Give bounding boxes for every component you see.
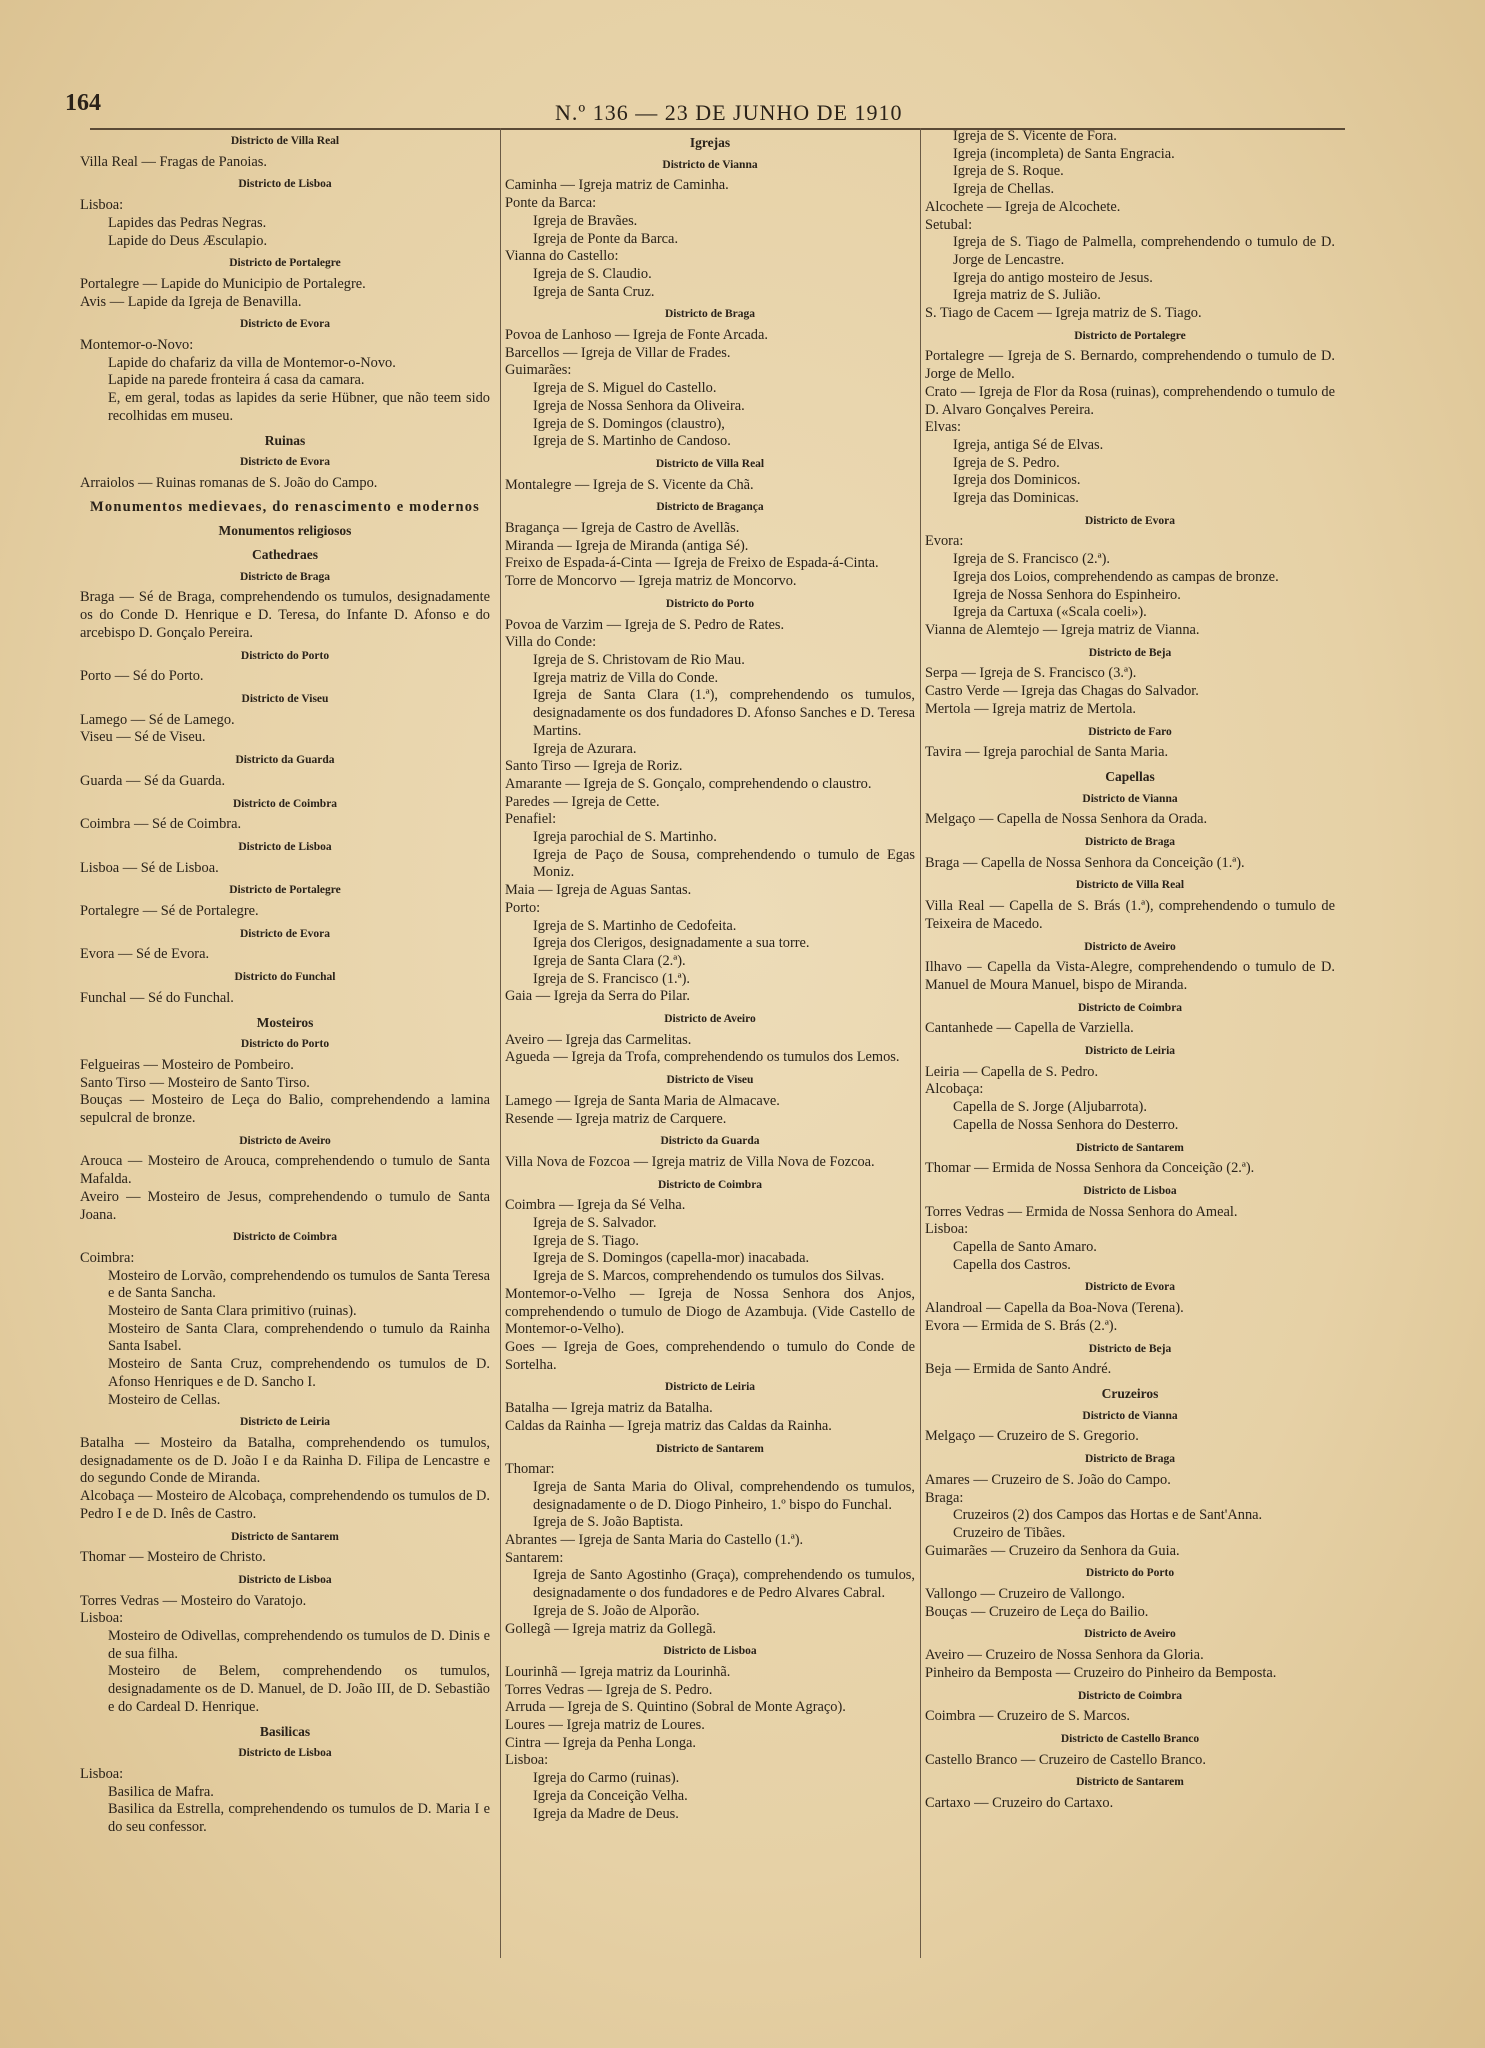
district-heading: Districto de Villa Real — [230, 135, 340, 147]
list-item-sub: Lapide do Deus Æsculapio. — [108, 232, 268, 249]
list-item-sub: Mosteiro de Cellas. — [108, 1391, 221, 1408]
list-item: Crato — Igreja de Flor da Rosa (ruinas), comprehendendo o tumulo de D. Alvaro Gonçalves Pereira. — [925, 383, 1335, 418]
district-heading: Districto de Coimbra — [232, 1231, 338, 1244]
list-item: Braga: — [925, 1489, 964, 1506]
district-heading: Districto de Braga — [1084, 836, 1176, 849]
list-item: Guimarães: — [505, 362, 572, 379]
list-item: Aveiro — Igreja das Carmelitas. — [505, 1031, 692, 1048]
list-item: Vianna do Castello: — [505, 248, 619, 265]
column-2 — [505, 128, 915, 1968]
list-item-sub: Igreja de S. Domingos (capella-mor) inacabada. — [533, 1250, 810, 1267]
district-heading: Districto de Evora — [239, 318, 331, 331]
list-item: Coimbra — Sé de Coimbra. — [80, 816, 242, 833]
list-item: Lisboa: — [80, 1610, 124, 1627]
list-item-sub: Igreja de Santa Clara (2.ª). — [533, 952, 686, 969]
district-heading: Districto de Aveiro — [1084, 1628, 1176, 1641]
list-item-sub: Lapide do chafariz da villa de Montemor-o-Novo. — [108, 354, 396, 371]
district-heading: Districto de Viseu — [241, 692, 329, 705]
district-heading: Districto de Evora — [1084, 1281, 1176, 1294]
list-item-sub: Igreja de Ponte da Barca. — [533, 230, 679, 247]
list-item: Povoa de Varzim — Igreja de S. Pedro de Rates. — [505, 616, 785, 633]
list-item: Arouca — Mosteiro de Arouca, comprehendendo o tumulo de Santa Mafalda. — [80, 1153, 490, 1188]
section-heading: Basilicas — [259, 1723, 311, 1739]
district-heading: Districto da Guarda — [660, 1135, 760, 1148]
list-item: Portalegre — Igreja de S. Bernardo, comprehendendo o tumulo de D. Jorge de Mello. — [925, 348, 1335, 383]
list-item: Lisboa — Sé de Lisboa. — [80, 859, 219, 876]
list-item: Povoa de Lanhoso — Igreja de Fonte Arcada. — [505, 327, 768, 344]
list-item-sub: Igreja de Nossa Senhora do Espinheiro. — [953, 586, 1181, 603]
list-item: Freixo de Espada-á-Cinta — Igreja de Freixo de Espada-á-Cinta. — [505, 555, 879, 572]
list-item-sub: Basilica da Estrella, comprehendendo os tumulos de D. Maria I e do seu confessor. — [108, 1801, 490, 1836]
list-item: Villa Nova de Fozcoa — Igreja matriz de Villa Nova de Fozcoa. — [505, 1153, 875, 1170]
list-item: Aveiro — Mosteiro de Jesus, comprehendendo o tumulo de Santa Joana. — [80, 1188, 490, 1223]
list-item: Avis — Lapide da Igreja de Benavilla. — [80, 293, 302, 310]
list-item: Lisboa: — [925, 1221, 969, 1238]
section-heading: Ruinas — [264, 432, 306, 448]
list-item: Montalegre — Igreja de S. Vicente da Chã. — [505, 476, 754, 493]
list-item: Tavira — Igreja parochial de Santa Maria. — [925, 744, 1169, 761]
list-item: Lisboa: — [80, 197, 124, 214]
section-heading: Monumentos religiosos — [218, 523, 352, 539]
list-item: Evora — Ermida de S. Brás (2.ª). — [925, 1317, 1118, 1334]
district-heading: Districto do Porto — [665, 597, 755, 610]
column-3 — [925, 128, 1335, 1968]
district-heading: Districto de Evora — [239, 456, 331, 469]
district-heading: Districto de Aveiro — [1084, 940, 1176, 953]
list-item: Lamego — Sé de Lamego. — [80, 711, 235, 728]
list-item: Thomar — Mosteiro de Christo. — [80, 1549, 266, 1566]
list-item-sub: Lapides das Pedras Negras. — [108, 214, 267, 231]
district-heading: Districto de Braga — [239, 570, 331, 583]
list-item-sub: Igreja de Paço de Sousa, comprehendendo o tumulo de Egas Moniz. — [533, 846, 915, 881]
list-item: Castello Branco — Cruzeiro de Castello Branco. — [925, 1751, 1206, 1768]
section-heading: Igrejas — [689, 135, 731, 150]
list-item: Coimbra: — [80, 1249, 135, 1266]
list-item: Montemor-o-Novo: — [80, 337, 194, 354]
list-item: Lisboa: — [80, 1765, 124, 1782]
list-item: Aveiro — Cruzeiro de Nossa Senhora da Gloria. — [925, 1647, 1204, 1664]
list-item: Bragança — Igreja de Castro de Avellãs. — [505, 520, 740, 537]
list-item-sub: Igreja do antigo mosteiro de Jesus. — [953, 269, 1153, 286]
district-heading: Districto de Santarem — [231, 1530, 339, 1543]
list-item: Guimarães — Cruzeiro da Senhora da Guia. — [925, 1542, 1180, 1559]
list-item: Villa Real — Fragas de Panoias. — [80, 153, 267, 170]
district-heading: Districto de Viseu — [666, 1074, 754, 1087]
page-number: 164 — [65, 90, 101, 116]
list-item: Santarem: — [505, 1549, 564, 1566]
district-heading: Districto de Portalegre — [1074, 329, 1186, 342]
list-item: Braga — Capella de Nossa Senhora da Conceição (1.ª). — [925, 854, 1245, 871]
list-item: Barcellos — Igreja de Villar de Frades. — [505, 344, 731, 361]
list-item: Viseu — Sé de Viseu. — [80, 729, 206, 746]
list-item-sub: Igreja da Cartuxa («Scala coeli»). — [953, 604, 1147, 621]
list-item: Loures — Igreja matriz de Loures. — [505, 1717, 705, 1734]
district-heading: Districto do Porto — [240, 649, 330, 662]
list-item-sub: Igreja de S. Tiago de Palmella, comprehendendo o tumulo de D. Jorge de Lencastre. — [953, 234, 1335, 268]
district-heading: Districto de Santarem — [1076, 1141, 1184, 1154]
list-item: Amarante — Igreja de S. Gonçalo, comprehendendo o claustro. — [505, 775, 872, 792]
list-item: Bouças — Cruzeiro de Leça do Bailio. — [925, 1603, 1149, 1620]
list-item: Batalha — Mosteiro da Batalha, comprehendendo os tumulos, designadamente os de D. João I e da Rainha D. Filipa de Lencastre e do segundo Conde de Miranda. — [80, 1435, 490, 1487]
list-item-sub: Igreja parochial de S. Martinho. — [533, 829, 717, 846]
issue-title: N.º 136 — 23 DE JUNHO DE 1910 — [555, 100, 903, 125]
list-item-sub: Igreja de S. João Baptista. — [533, 1514, 684, 1531]
list-item-sub: Igreja de S. Vicente de Fora. — [953, 128, 1117, 144]
district-heading: Districto de Aveiro — [239, 1134, 331, 1147]
district-heading: Districto do Porto — [240, 1038, 330, 1051]
district-heading: Districto de Faro — [1088, 725, 1172, 738]
list-item: Penafiel: — [505, 811, 557, 828]
list-item-sub: Igreja de S. Francisco (2.ª). — [953, 551, 1111, 568]
district-heading: Districto de Castello Branco — [1060, 1732, 1200, 1745]
list-item-sub: Igreja de S. Marcos, comprehendendo os tumulos dos Silvas. — [533, 1268, 885, 1285]
district-heading: Districto de Lisboa — [1083, 1184, 1177, 1197]
district-heading: Districto de Evora — [239, 927, 331, 940]
list-item-sub: Igreja de S. Christovam de Rio Mau. — [533, 651, 745, 668]
list-item-sub: Cruzeiro de Tibães. — [953, 1524, 1066, 1541]
list-item: Batalha — Igreja matriz da Batalha. — [505, 1400, 713, 1417]
district-heading: Districto de Lisboa — [238, 1747, 332, 1760]
list-item: Thomar — Ermida de Nossa Senhora da Conceição (2.ª). — [925, 1160, 1255, 1177]
list-item: Funchal — Sé do Funchal. — [80, 989, 234, 1006]
list-item: Lamego — Igreja de Santa Maria de Almacave. — [505, 1092, 780, 1109]
list-item: Beja — Ermida de Santo André. — [925, 1361, 1112, 1378]
list-item: Felgueiras — Mosteiro de Pombeiro. — [80, 1056, 294, 1073]
list-item: Santo Tirso — Igreja de Roriz. — [505, 758, 683, 775]
district-heading: Districto de Santarem — [1076, 1776, 1184, 1789]
list-item-sub: Igreja de S. Domingos (claustro), — [533, 415, 725, 432]
list-item: Torre de Moncorvo — Igreja matriz de Moncorvo. — [505, 573, 797, 590]
list-item: Mertola — Igreja matriz de Mertola. — [925, 700, 1136, 717]
list-item-sub: Mosteiro de Santa Clara, comprehendendo o tumulo da Rainha Santa Isabel. — [108, 1320, 490, 1355]
district-heading: Districto de Leiria — [664, 1381, 756, 1394]
section-major-heading: Monumentos medievaes, do renascimento e modernos — [90, 498, 480, 515]
list-item: Coimbra — Cruzeiro de S. Marcos. — [925, 1708, 1131, 1725]
list-item: Villa Real — Capella de S. Brás (1.ª), comprehendendo o tumulo de Teixeira de Macedo. — [925, 898, 1335, 932]
list-item-sub: Capella de Santo Amaro. — [953, 1239, 1097, 1256]
list-item-sub: Igreja dos Clerigos, designadamente a sua torre. — [533, 935, 810, 952]
column-divider — [920, 128, 921, 1958]
district-heading: Districto de Portalegre — [229, 884, 341, 897]
district-heading: Districto de Beja — [1088, 646, 1172, 659]
district-heading: Districto de Braga — [664, 308, 756, 321]
list-item: Vianna de Alemtejo — Igreja matriz de Vianna. — [925, 621, 1200, 638]
list-item-sub: Igreja de Azurara. — [533, 740, 637, 757]
list-item-sub: Cruzeiros (2) dos Campos das Hortas e de Sant'Anna. — [953, 1507, 1263, 1524]
list-item: Serpa — Igreja de S. Francisco (3.ª). — [925, 665, 1137, 682]
list-item: Ilhavo — Capella da Vista-Alegre, comprehendendo o tumulo de D. Manuel de Moura Manuel, bispo de Miranda. — [925, 959, 1335, 993]
list-item-sub: Mosteiro de Santa Clara primitivo (ruinas). — [108, 1303, 357, 1320]
district-heading: Districto de Coimbra — [657, 1178, 763, 1191]
list-item-sub: Igreja da Conceição Velha. — [533, 1787, 688, 1804]
list-item: Pinheiro da Bemposta — Cruzeiro do Pinheiro da Bemposta. — [925, 1664, 1277, 1681]
list-item: Miranda — Igreja de Miranda (antiga Sé). — [505, 537, 749, 554]
list-item-sub: Igreja de S. Pedro. — [953, 454, 1060, 471]
list-item-sub: Igreja de Chellas. — [953, 181, 1055, 198]
district-heading: Districto de Lisboa — [238, 178, 332, 191]
list-item: S. Tiago de Cacem — Igreja matriz de S. Tiago. — [925, 305, 1202, 322]
list-item: Evora — Sé de Evora. — [80, 946, 210, 963]
district-heading: Districto de Aveiro — [664, 1013, 756, 1026]
list-item: Torres Vedras — Igreja de S. Pedro. — [505, 1681, 713, 1698]
list-item: Porto — Sé do Porto. — [80, 668, 204, 685]
list-item: Elvas: — [925, 419, 961, 436]
district-heading: Districto de Villa Real — [655, 457, 765, 470]
district-heading: Districto de Coimbra — [232, 797, 338, 810]
list-item-sub: Basilica de Mafra. — [108, 1783, 214, 1800]
district-heading: Districto de Beja — [1088, 1342, 1172, 1355]
list-item: Portalegre — Lapide do Municipio de Portalegre. — [80, 275, 366, 292]
district-heading: Districto de Vianna — [1082, 792, 1178, 805]
district-heading: Districto de Lisboa — [663, 1645, 757, 1658]
district-heading: Districto do Funchal — [234, 971, 336, 984]
district-heading: Districto de Leiria — [239, 1416, 331, 1429]
list-item: Gaia — Igreja da Serra do Pilar. — [505, 988, 691, 1005]
list-item-sub: Capella dos Castros. — [953, 1256, 1071, 1273]
list-item-sub: Lapide na parede fronteira á casa da camara. — [108, 372, 365, 389]
list-item: Melgaço — Cruzeiro de S. Gregorio. — [925, 1428, 1139, 1445]
list-item-sub: Igreja de S. Salvador. — [533, 1215, 657, 1232]
list-item: Alcobaça — Mosteiro de Alcobaça, comprehendendo os tumulos de D. Pedro I e de D. Inês de Castro. — [80, 1488, 490, 1522]
list-item-sub: Mosteiro de Lorvão, comprehendendo os tumulos de Santa Teresa e de Santa Sancha. — [108, 1267, 490, 1302]
list-item: Gollegã — Igreja matriz da Gollegã. — [505, 1620, 716, 1637]
district-heading: Districto do Porto — [1085, 1567, 1175, 1580]
district-heading: Districto de Bragança — [656, 501, 764, 514]
list-item-sub: Igreja (incompleta) de Santa Engracia. — [953, 145, 1175, 162]
list-item: Amares — Cruzeiro de S. João do Campo. — [925, 1471, 1171, 1488]
list-item: Coimbra — Igreja da Sé Velha. — [505, 1197, 686, 1214]
district-heading: Districto de Villa Real — [1075, 879, 1185, 892]
list-item-sub: Igreja de S. Francisco (1.ª). — [533, 970, 691, 987]
list-item-sub: Igreja matriz de S. Julião. — [953, 287, 1101, 304]
list-item-sub: Igreja de S. Miguel do Castello. — [533, 380, 717, 397]
list-item: Lisboa: — [505, 1752, 549, 1769]
list-item: Braga — Sé de Braga, comprehendendo os tumulos, designadamente os do Conde D. Henrique e D. Teresa, do Infante D. Afonso e do arcebispo D. Gonçalo Pereira. — [80, 589, 490, 641]
list-item-sub: Igreja, antiga Sé de Elvas. — [953, 436, 1104, 453]
list-item: Abrantes — Igreja de Santa Maria do Castello (1.ª). — [505, 1532, 804, 1549]
list-item-sub: Igreja de Santa Maria do Olival, comprehendendo os tumulos, designadamente o de D. Diogo Pinheiro, 1.º bispo do Funchal. — [533, 1478, 915, 1513]
list-item-sub: Igreja de Santa Clara (1.ª), comprehendendo os tumulos, designadamente os dos fundadores D. Afonso Sanches e D. Teresa Martins. — [533, 687, 915, 739]
district-heading: Districto de Lisboa — [238, 840, 332, 853]
list-item: Castro Verde — Igreja das Chagas do Salvador. — [925, 683, 1199, 700]
district-heading: Districto de Evora — [1084, 514, 1176, 527]
list-item-sub: Mosteiro de Santa Cruz, comprehendendo os tumulos de D. Afonso Henriques e de D. Sancho I. — [108, 1356, 490, 1390]
list-item: Melgaço — Capella de Nossa Senhora da Orada. — [925, 811, 1208, 828]
list-item: Guarda — Sé da Guarda. — [80, 772, 226, 789]
list-item-sub: Igreja matriz de Villa do Conde. — [533, 669, 719, 686]
list-item: Alcobaça: — [925, 1081, 984, 1098]
district-heading: Districto de Portalegre — [229, 257, 341, 270]
list-item-sub: Mosteiro de Odivellas, comprehendendo os tumulos de D. Dinis e de sua filha. — [108, 1628, 490, 1662]
list-item: Lourinhã — Igreja matriz da Lourinhã. — [505, 1663, 731, 1680]
district-heading: Districto de Vianna — [1082, 1409, 1178, 1422]
list-item: Alcochete — Igreja de Alcochete. — [925, 198, 1121, 215]
list-item-sub: Igreja de Santo Agostinho (Graça), comprehendendo os tumulos, designadamente o dos fundadores e de Pedro Alvares Cabral. — [533, 1567, 915, 1602]
list-item: Torres Vedras — Ermida de Nossa Senhora do Ameal. — [925, 1203, 1238, 1220]
list-item-sub: E, em geral, todas as lapides da serie Hübner, que não teem sido recolhidas em museu. — [108, 390, 490, 424]
list-item: Paredes — Igreja de Cette. — [505, 793, 660, 810]
list-item: Caminha — Igreja matriz de Caminha. — [505, 177, 729, 194]
list-item: Cintra — Igreja da Penha Longa. — [505, 1734, 697, 1751]
list-item: Arraiolos — Ruinas romanas de S. João do Campo. — [80, 474, 378, 491]
list-item: Arruda — Igreja de S. Quintino (Sobral de Monte Agraço). — [505, 1699, 846, 1716]
list-item: Maia — Igreja de Aguas Santas. — [505, 882, 692, 899]
list-item-sub: Igreja dos Loios, comprehendendo as campas de bronze. — [953, 568, 1279, 585]
list-item-sub: Igreja da Madre de Deus. — [533, 1805, 679, 1822]
list-item: Cartaxo — Cruzeiro do Cartaxo. — [925, 1795, 1114, 1812]
list-item: Leiria — Capella de S. Pedro. — [925, 1063, 1099, 1080]
list-item-sub: Igreja do Carmo (ruinas). — [533, 1770, 680, 1787]
list-item: Goes — Igreja de Goes, comprehendendo o tumulo do Conde de Sortelha. — [505, 1339, 915, 1373]
list-item: Bouças — Mosteiro de Leça do Balio, comprehendendo a lamina sepulcral de bronze. — [80, 1092, 490, 1127]
list-item-sub: Igreja de S. Martinho de Cedofeita. — [533, 917, 737, 934]
list-item: Santo Tirso — Mosteiro de Santo Tirso. — [80, 1074, 310, 1091]
list-item: Cantanhede — Capella de Varziella. — [925, 1020, 1134, 1037]
list-item-sub: Igreja de S. Roque. — [953, 163, 1064, 180]
list-item: Portalegre — Sé de Portalegre. — [80, 903, 259, 920]
list-item: Caldas da Rainha — Igreja matriz das Caldas da Rainha. — [505, 1417, 832, 1434]
district-heading: Districto de Coimbra — [1077, 1001, 1183, 1014]
section-heading: Cruzeiros — [1101, 1386, 1159, 1401]
list-item-sub: Mosteiro de Belem, comprehendendo os tumulos, designadamente os de D. Manuel, de D. João III, de D. Sebastião e do Cardeal D. Henrique. — [108, 1663, 490, 1715]
list-item: Evora: — [925, 533, 964, 550]
section-heading: Mosteiros — [256, 1014, 314, 1030]
list-item-sub: Igreja de S. João de Alporão. — [533, 1602, 700, 1619]
district-heading: Districto de Lisboa — [238, 1573, 332, 1586]
list-item: Resende — Igreja matriz de Carquere. — [505, 1110, 727, 1127]
list-item-sub: Igreja de Bravães. — [533, 212, 638, 229]
list-item-sub: Igreja das Dominicas. — [953, 490, 1079, 507]
list-item-sub: Igreja de S. Martinho de Candoso. — [533, 433, 731, 450]
list-item: Torres Vedras — Mosteiro do Varatojo. — [80, 1592, 307, 1609]
list-item: Ponte da Barca: — [505, 195, 597, 212]
list-item: Alandroal — Capella da Boa-Nova (Terena). — [925, 1300, 1184, 1317]
list-item-sub: Capella de S. Jorge (Aljubarrota). — [953, 1099, 1147, 1116]
list-item: Thomar: — [505, 1461, 555, 1478]
list-item: Villa do Conde: — [505, 634, 597, 651]
district-heading: Districto da Guarda — [235, 754, 335, 767]
list-item: Setubal: — [925, 216, 973, 233]
list-item-sub: Igreja dos Dominicos. — [953, 472, 1081, 489]
district-heading: Districto de Leiria — [1084, 1045, 1176, 1058]
column-divider — [500, 128, 501, 1958]
list-item-sub: Igreja de S. Tiago. — [533, 1232, 639, 1249]
section-heading: Cathedraes — [252, 547, 318, 563]
district-heading: Districto de Coimbra — [1077, 1689, 1183, 1702]
list-item-sub: Igreja de Nossa Senhora da Oliveira. — [533, 397, 745, 414]
page-header — [0, 90, 1485, 130]
district-heading: Districto de Santarem — [656, 1442, 764, 1455]
list-item: Agueda — Igreja da Trofa, comprehendendo os tumulos dos Lemos. — [505, 1049, 900, 1066]
list-item: Montemor-o-Velho — Igreja de Nossa Senhora dos Anjos, comprehendendo o tumulo de Diogo de Azambuja. (Vide Castello de Montemor-o-Velho). — [505, 1285, 915, 1338]
column-1 — [80, 128, 490, 1968]
district-heading: Districto de Vianna — [662, 158, 758, 171]
list-item-sub: Capella de Nossa Senhora do Desterro. — [953, 1116, 1179, 1133]
district-heading: Districto de Braga — [1084, 1453, 1176, 1466]
list-item-sub: Igreja de S. Claudio. — [533, 265, 652, 282]
section-heading: Capellas — [1105, 768, 1155, 784]
list-item: Vallongo — Cruzeiro de Vallongo. — [925, 1586, 1125, 1603]
list-item: Porto: — [505, 899, 541, 916]
list-item-sub: Igreja de Santa Cruz. — [533, 283, 655, 300]
